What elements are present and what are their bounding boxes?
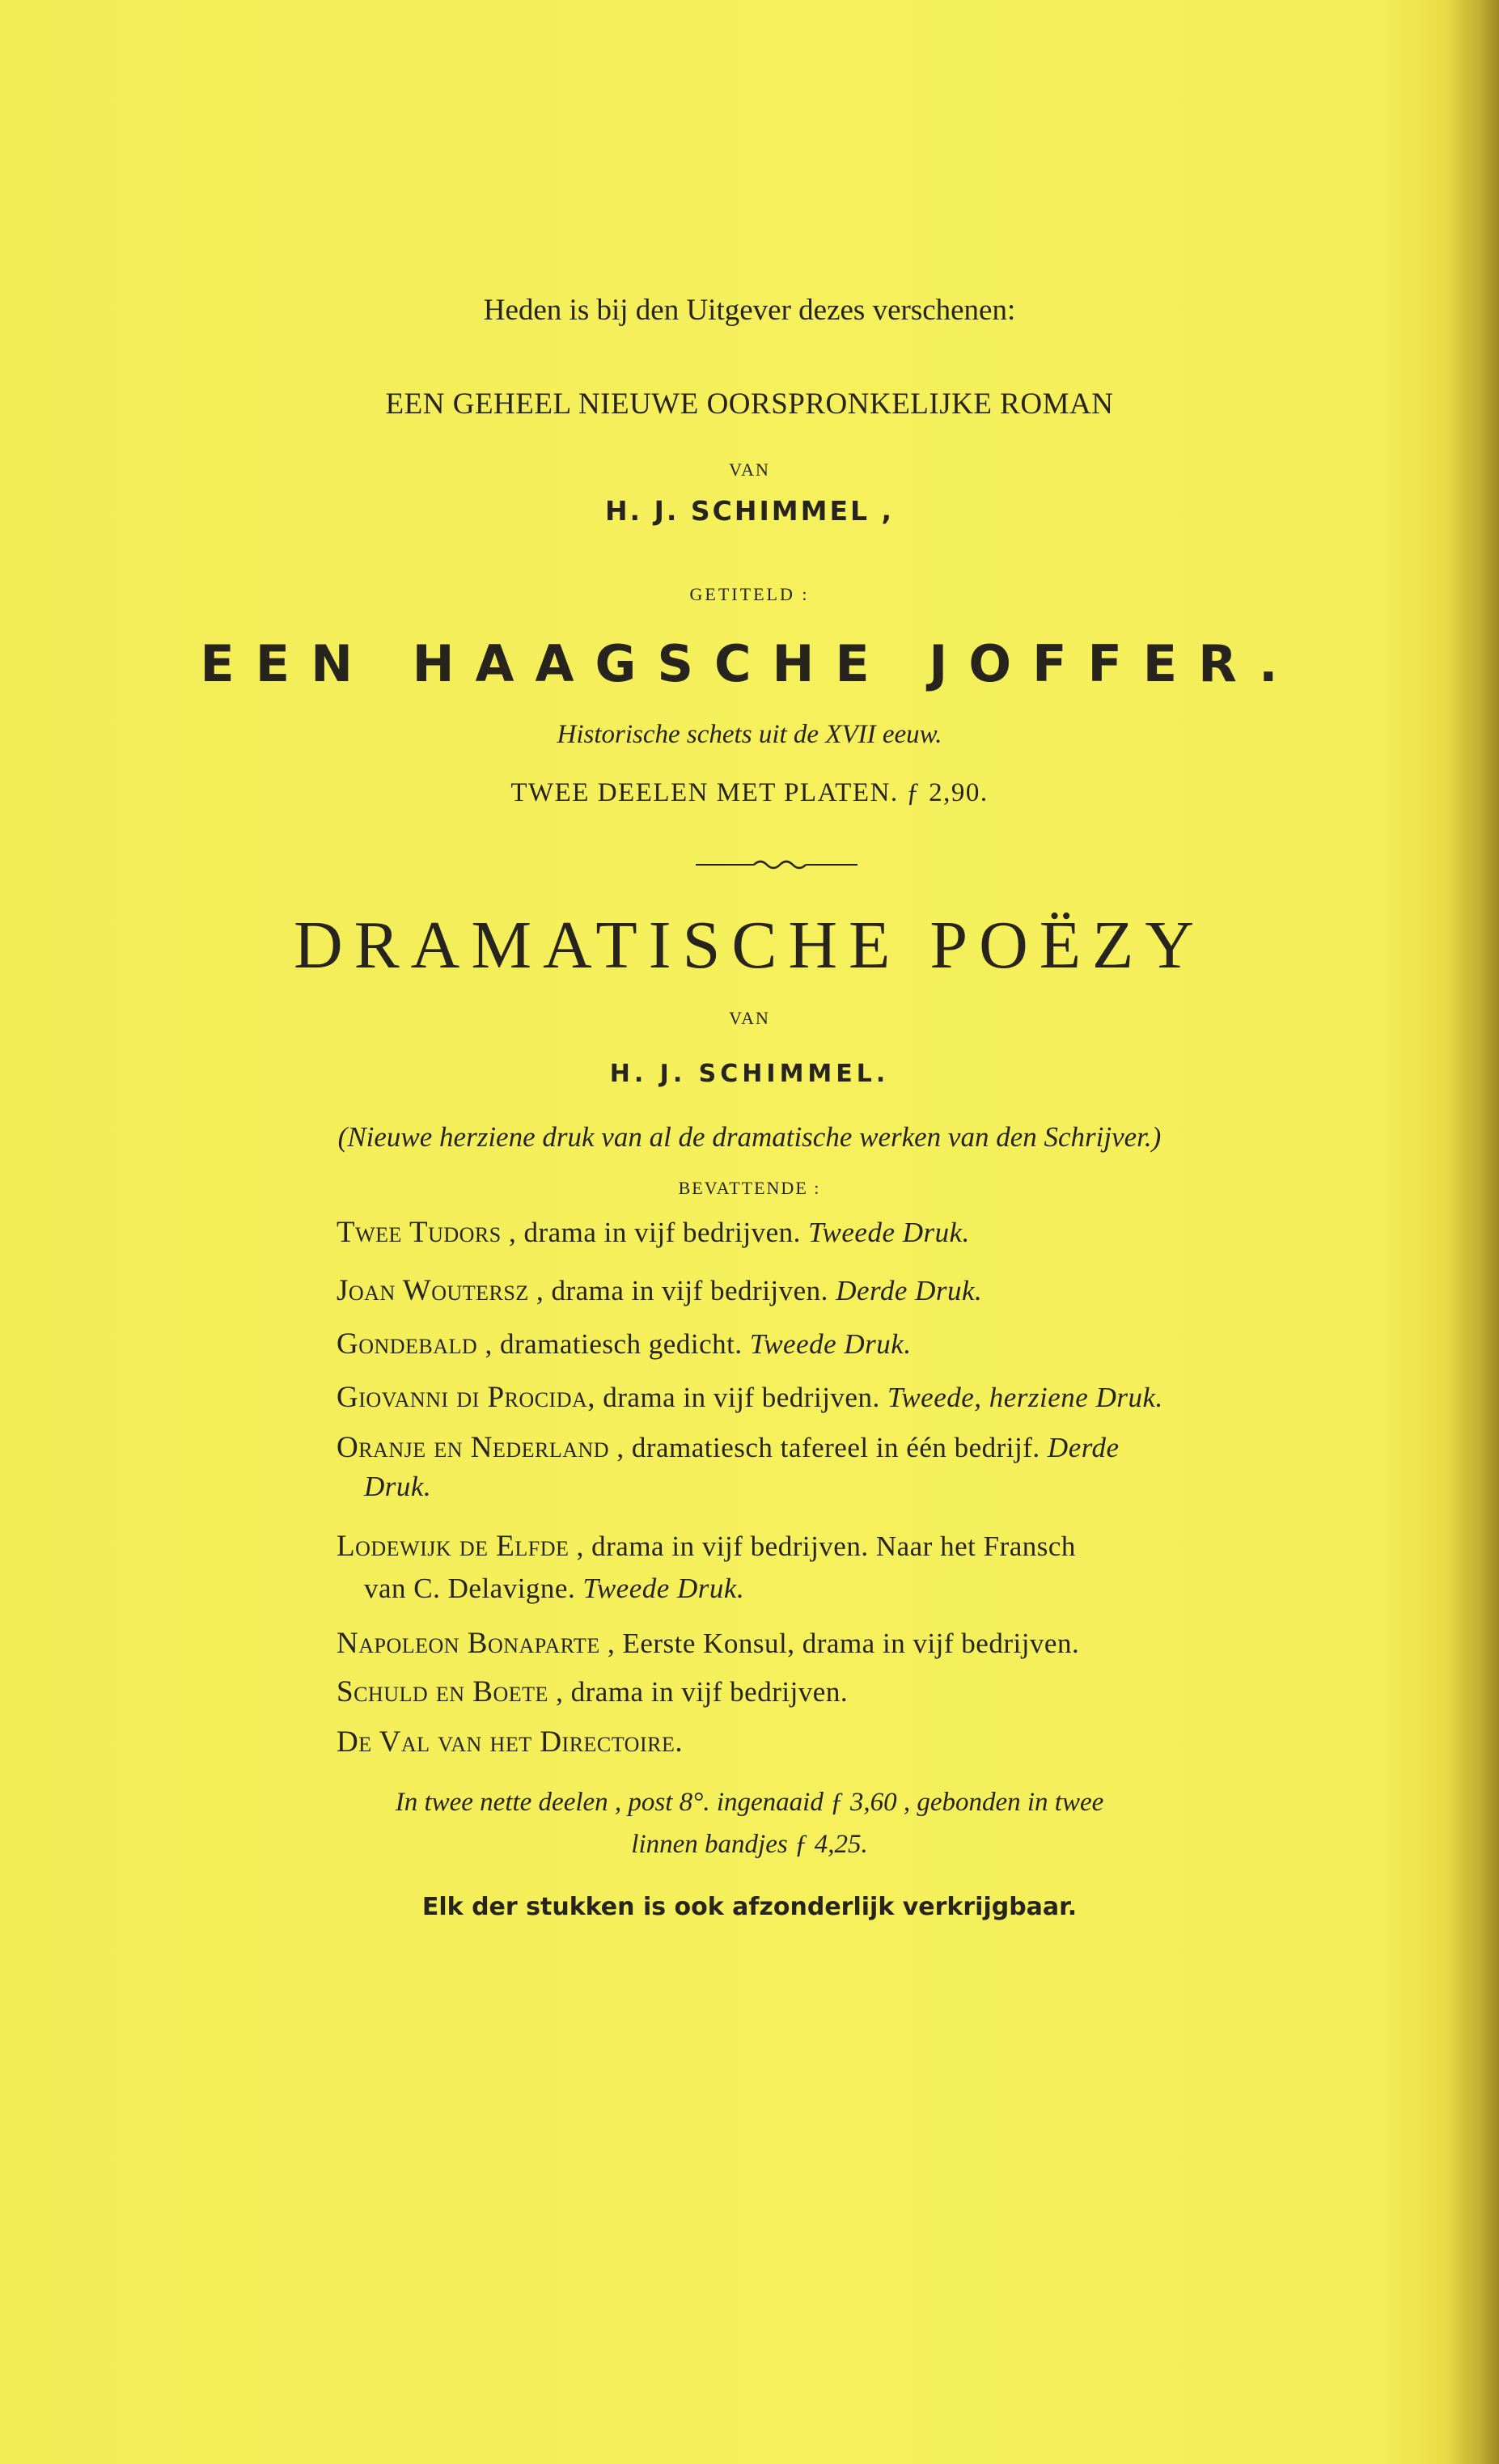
availability-note: Elk der stukken is ook afzonderlijk verkrijgbaar.	[421, 1893, 1078, 1921]
play-title: Giovanni di Procida,	[337, 1381, 595, 1414]
play-description: , Eerste Konsul, drama in vijf bedrijven.	[607, 1628, 1080, 1659]
play-description: , drama in vijf bedrijven.	[556, 1676, 849, 1708]
novel-title: EEN HAAGSCHE JOFFER.	[200, 634, 1299, 693]
novel-tagline: Historische schets uit de XVII eeuw.	[557, 720, 942, 749]
list-item	[337, 1529, 1076, 1564]
list-item	[337, 1380, 1163, 1415]
play-title: Oranje en Nederland	[337, 1431, 610, 1464]
play-title: Schuld en Boete	[337, 1675, 548, 1708]
list-item	[337, 1725, 683, 1759]
play-edition: Tweede, herziene Druk.	[887, 1382, 1163, 1413]
list-item-continuation: Druk.	[364, 1471, 432, 1502]
author-name-1: H. J. SCHIMMEL ,	[604, 495, 895, 527]
list-item	[337, 1215, 970, 1250]
play-edition: Derde	[1047, 1432, 1120, 1463]
bevattende-label: BEVATTENDE :	[678, 1178, 821, 1198]
roman-subtitle: EEN GEHEEL NIEUWE OORSPRONKELIJKE ROMAN	[385, 387, 1114, 421]
play-description: , drama in vijf bedrijven.	[508, 1217, 801, 1248]
author-name-2: H. J. SCHIMMEL.	[609, 1060, 890, 1088]
list-item	[337, 1273, 982, 1308]
list-item	[337, 1626, 1079, 1661]
play-description: , dramatiesch tafereel in één bedrijf.	[616, 1432, 1040, 1463]
play-edition: Derde Druk.	[836, 1275, 983, 1306]
list-item-continuation	[364, 1573, 744, 1605]
getiteld-label: GETITELD :	[689, 584, 810, 604]
play-description: van C. Delavigne.	[364, 1573, 576, 1604]
play-title: Napoleon Bonaparte	[337, 1627, 600, 1660]
page-edge-shadow	[1450, 0, 1499, 2464]
novel-price: TWEE DEELEN MET PLATEN. ƒ 2,90.	[510, 778, 989, 807]
play-title: Joan Woutersz	[337, 1274, 529, 1307]
edition-note: (Nieuwe herziene druk van al de dramatische werken van den Schrijver.)	[337, 1121, 1162, 1153]
intro-line: Heden is bij den Uitgever dezes verschenen:	[483, 294, 1016, 327]
van-label-2: VAN	[729, 1008, 770, 1028]
poezy-price-line-2: linnen bandjes ƒ 4,25.	[631, 1830, 868, 1859]
play-description: , dramatiesch gedicht.	[485, 1328, 743, 1360]
play-title: Lodewijk de Elfde	[337, 1530, 570, 1563]
play-edition: Tweede Druk.	[808, 1217, 970, 1248]
list-item	[337, 1674, 848, 1709]
list-item	[337, 1327, 912, 1361]
play-title: Twee Tudors	[337, 1216, 502, 1249]
van-label-1: VAN	[729, 459, 770, 480]
play-edition: Tweede Druk.	[749, 1328, 912, 1360]
play-description: drama in vijf bedrijven.	[603, 1382, 880, 1413]
play-description: , drama in vijf bedrijven.	[536, 1275, 828, 1306]
play-edition: Tweede Druk.	[582, 1573, 745, 1604]
play-title: Gondebald	[337, 1327, 478, 1361]
list-item	[337, 1430, 1120, 1465]
divider-ornament	[696, 858, 857, 871]
play-title: De Val van het Directoire.	[337, 1725, 684, 1759]
poezy-title: DRAMATISCHE POËZY	[293, 908, 1206, 983]
poezy-price-line-1: In twee nette deelen , post 8°. ingenaaid ƒ 3,60 , gebonden in twee	[395, 1788, 1104, 1817]
play-description: , drama in vijf bedrijven. Naar het Fransch	[576, 1530, 1076, 1562]
